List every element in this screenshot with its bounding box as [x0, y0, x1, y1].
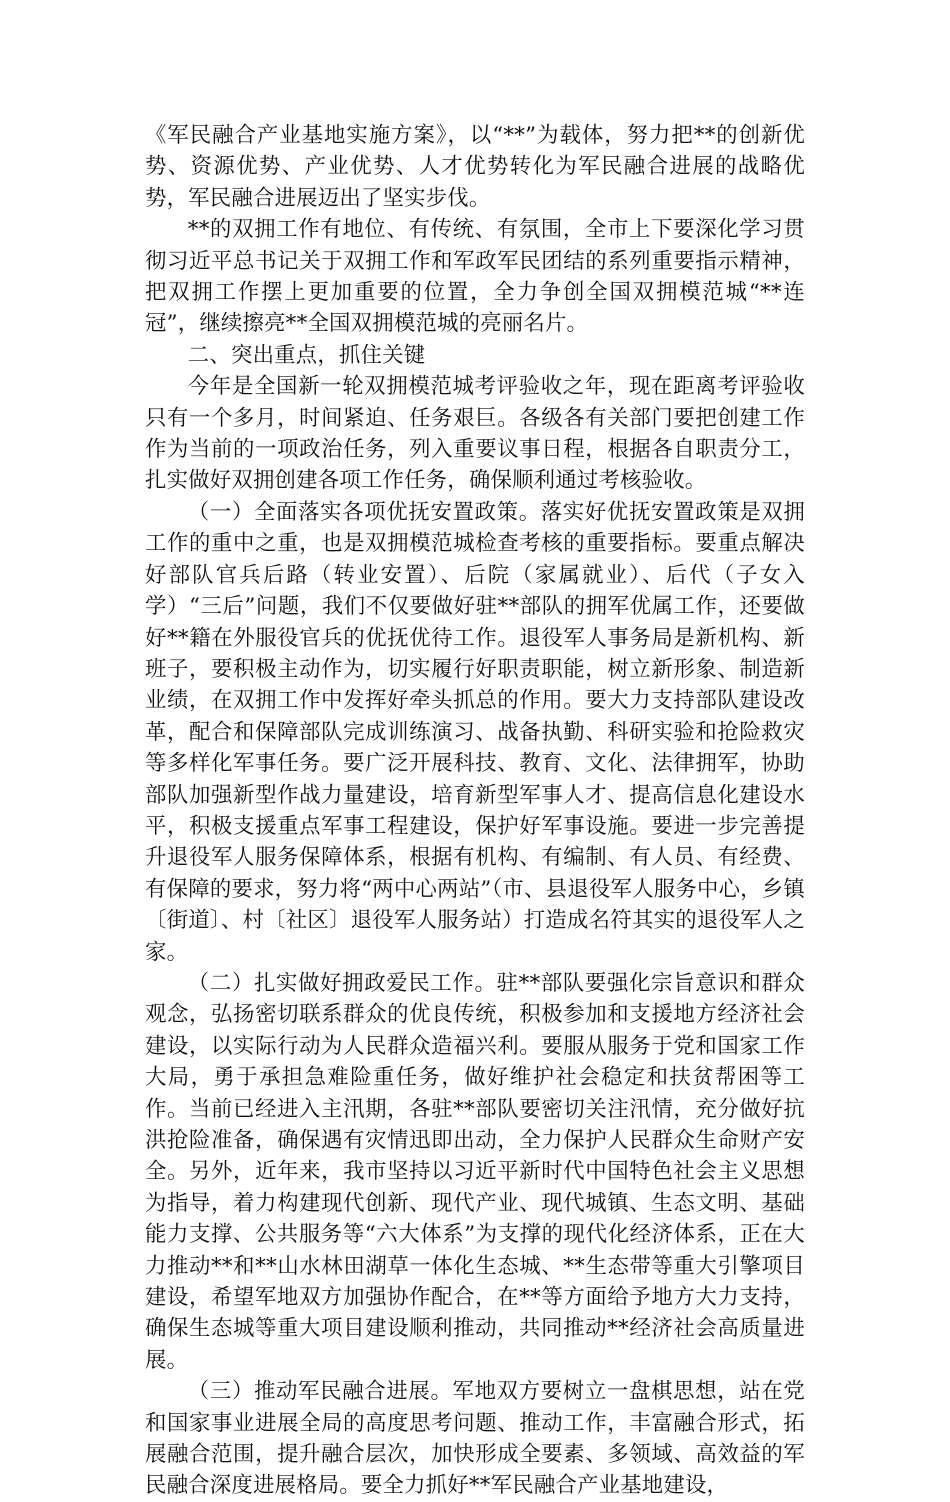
paragraph-item-one: （一）全面落实各项优抚安置政策。落实好优抚安置政策是双拥工作的重中之重，也是双拥模范城检查考核的重要指标。要重点解决好部队官兵后路（转业安置）、后院（家属就业）、后代（子女入学）“三后”问题，我们不仅要做好驻**部队的拥军优属工作，还要做好**籍在外服役官兵的优抚优待工作。退役军人事务局是新机构、新班子，要积极主动作为，切实履行好职责职能，树立新形象、制造新业绩，在双拥工作中发挥好牵头抓总的作用。要大力支持部队建设改革，配合和保障部队完成训练演习、战备执勤、科研实验和抢险救灾等多样化军事任务。要广泛开展科技、教育、文化、法律拥军，协助部队加强新型作战力量建设，培育新型军事人才、提高信息化建设水平，积极支援重点军事工程建设，保护好军事设施。要进一步完善提升退役军人服务保障体系，根据有机构、有编制、有人员、有经费、有保障的要求，努力将“两中心两站”（市、县退役军人服务中心，乡镇〔街道〕、村〔社区〕退役军人服务站）打造成名符其实的退役军人之家。: [145, 499, 805, 965]
paragraph-assessment-year: 今年是全国新一轮双拥模范城考评验收之年，现在距离考评验收只有一个多月，时间紧迫、任务艰巨。各级各有关部门要把创建工作作为当前的一项政治任务，列入重要议事日程，根据各自职责分工，扎实做好双拥创建各项工作任务，确保顺利通过考核验收。: [145, 374, 805, 494]
document-page: [145, 120, 805, 1502]
section-heading-two: 二、突出重点，抓住关键: [187, 342, 426, 368]
paragraph-item-three: （三）推动军民融合进展。军地双方要树立一盘棋思想，站在党和国家事业进展全局的高度思考问题、推动工作，丰富融合形式，拓展融合范围，提升融合层次，加快形成全要素、多领域、高效益的军民融合深度进展格局。要全力抓好**军民融合产业基地建设，: [145, 1379, 805, 1499]
paragraph-item-two: （二）扎实做好拥政爱民工作。驻**部队要强化宗旨意识和群众观念，弘扬密切联系群众的优良传统，积极参加和支援地方经济社会建设，以实际行动为人民群众造福兴利。要服从服务于党和国家工作大局，勇于承担急难险重任务，做好维护社会稳定和扶贫帮困等工作。当前已经进入主汛期，各驻**部队要密切关注汛情，充分做好抗洪抢险准备，确保遇有灾情迅即出动，全力保护人民群众生命财产安全。另外，近年来，我市坚持以习近平新时代中国特色社会主义思想为指导，着力构建现代创新、现代产业、现代城镇、生态文明、基础能力支撑、公共服务等“六大体系”为支撑的现代化经济体系，正在大力推动**和**山水林田湖草一体化生态城、**生态带等重大引擎项目建设，希望军地双方加强协作配合，在**等方面给予地方大力支持，确保生态城等重大项目建设顺利推动，共同推动**经济社会高质量进展。: [145, 970, 805, 1373]
paragraph-double-support-intro: **的双拥工作有地位、有传统、有氛围，全市上下要深化学习贯彻习近平总书记关于双拥工作和军政军民团结的系列重要指示精神，把双拥工作摆上更加重要的位置，全力争创全国双拥模范城“**连冠”，继续擦亮**全国双拥模范城的亮丽名片。: [145, 217, 805, 337]
paragraph-continuation: 《军民融合产业基地实施方案》，以“**”为载体，努力把**的创新优势、资源优势、产业优势、人才优势转化为军民融合进展的战略优势，军民融合进展迈出了坚实步伐。: [145, 123, 805, 211]
